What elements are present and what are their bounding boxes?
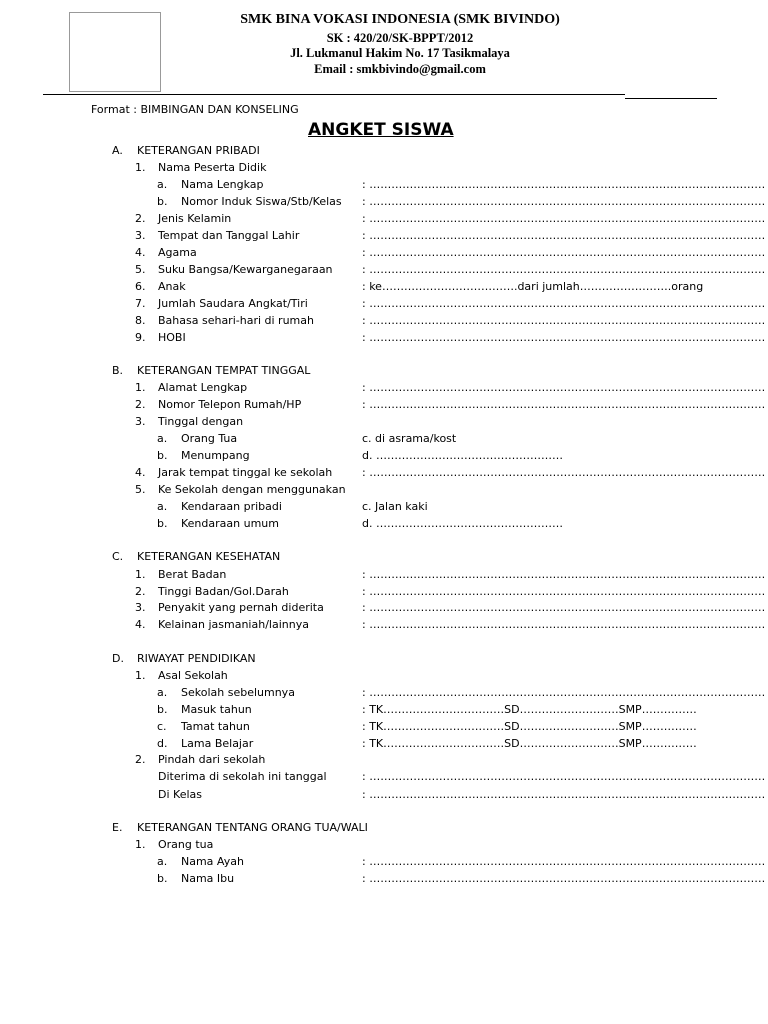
item-number: a. <box>157 178 168 191</box>
school-email: Email : smkbivindo@gmail.com <box>314 62 486 76</box>
section-letter: B. <box>112 364 124 377</box>
form-title: ANGKET SISWA <box>308 120 454 140</box>
item-number: 1. <box>135 838 146 851</box>
item-number: 2. <box>135 753 146 766</box>
section-letter: A. <box>112 144 123 157</box>
option-text[interactable]: c. di asrama/kost <box>362 432 457 445</box>
item-label: Tempat dan Tanggal Lahir <box>158 229 300 242</box>
item-number: 1. <box>135 161 146 174</box>
fill-in-field[interactable]: : ……………………………………………………………………………………………… <box>362 178 766 191</box>
item-number: 5. <box>135 263 146 276</box>
item-number: 1. <box>135 381 146 394</box>
fill-in-field[interactable]: : ……………………………………………………………………………………………… <box>362 195 766 208</box>
item-label: Penyakit yang pernah diderita <box>158 601 324 614</box>
item-label: Nomor Telepon Rumah/HP <box>158 398 302 411</box>
fill-in-field[interactable]: : ……………………………………………………………………………………………… <box>362 855 766 868</box>
fill-in-field[interactable]: : ……………………………………………………………………………………………… <box>362 314 766 327</box>
fill-in-field[interactable]: : ……………………………………………………………………………………………… <box>362 788 766 801</box>
item-label: Di Kelas <box>158 788 202 801</box>
item-number: 3. <box>135 229 146 242</box>
fill-in-field[interactable]: : ……………………………………………………………………………………………… <box>362 381 766 394</box>
item-number: b. <box>157 517 168 530</box>
item-label: Nama Ayah <box>181 855 244 868</box>
fill-in-field[interactable]: : ……………………………………………………………………………………………… <box>362 398 766 411</box>
item-label: Nomor Induk Siswa/Stb/Kelas <box>181 195 342 208</box>
item-label: Tamat tahun <box>181 720 250 733</box>
item-number: 7. <box>135 297 146 310</box>
fill-in-field[interactable]: : ……………………………………………………………………………………………… <box>362 466 766 479</box>
section-title: KETERANGAN TEMPAT TINGGAL <box>137 364 311 377</box>
fill-in-field[interactable]: : TK……………………………SD………………………SMP…………… <box>362 720 697 733</box>
school-logo-placeholder <box>69 12 161 92</box>
fill-in-field[interactable]: : ke……………………………….dari jumlah…………………….orang <box>362 280 704 293</box>
fill-in-field[interactable]: : ……………………………………………………………………………………………… <box>362 229 766 242</box>
decree-number: SK : 420/20/SK-BPPT/2012 <box>326 31 474 45</box>
item-label: Diterima di sekolah ini tanggal <box>158 770 327 783</box>
item-label: Kelainan jasmaniah/lainnya <box>158 618 309 631</box>
fill-in-field[interactable]: : ……………………………………………………………………………………………… <box>362 212 766 225</box>
fill-in-field[interactable]: : ……………………………………………………………………………………………… <box>362 246 766 259</box>
fill-in-field[interactable]: : ……………………………………………………………………………………………… <box>362 686 766 699</box>
item-label: Jarak tempat tinggal ke sekolah <box>158 466 333 479</box>
fill-in-field[interactable]: : ……………………………………………………………………………………………… <box>362 618 766 631</box>
item-number: b. <box>157 449 168 462</box>
item-number: 4. <box>135 466 146 479</box>
item-number: 8. <box>135 314 146 327</box>
item-number: a. <box>157 432 168 445</box>
fill-in-field[interactable]: : ……………………………………………………………………………………………… <box>362 585 766 598</box>
item-label: Ke Sekolah dengan menggunakan <box>158 483 346 496</box>
item-number: d. <box>157 737 168 750</box>
item-number: a. <box>157 686 168 699</box>
item-number: 9. <box>135 331 146 344</box>
item-label: Jumlah Saudara Angkat/Tiri <box>158 297 308 310</box>
item-label: Berat Badan <box>158 568 227 581</box>
item-number: a. <box>157 500 168 513</box>
fill-in-field[interactable]: : ……………………………………………………………………………………………… <box>362 601 766 614</box>
item-number: 5. <box>135 483 146 496</box>
format-label: Format : BIMBINGAN DAN KONSELING <box>91 103 299 116</box>
item-label: Sekolah sebelumnya <box>181 686 295 699</box>
item-number: 2. <box>135 585 146 598</box>
item-label: Nama Ibu <box>181 872 235 885</box>
fill-in-field[interactable]: : ……………………………………………………………………………………………… <box>362 331 766 344</box>
item-number: 6. <box>135 280 146 293</box>
item-number: 1. <box>135 568 146 581</box>
item-number: 4. <box>135 246 146 259</box>
item-label: Agama <box>158 246 197 259</box>
fill-in-field[interactable]: : TK……………………………SD………………………SMP…………… <box>362 703 697 716</box>
item-number: 3. <box>135 601 146 614</box>
fill-in-field[interactable]: : ……………………………………………………………………………………………… <box>362 770 766 783</box>
item-label: Masuk tahun <box>181 703 252 716</box>
fill-in-field[interactable]: d. …………………………………………… <box>362 449 563 462</box>
fill-in-field[interactable]: : TK……………………………SD………………………SMP…………… <box>362 737 697 750</box>
section-letter: D. <box>112 652 124 665</box>
section-title: KETERANGAN TENTANG ORANG TUA/WALI <box>137 821 368 834</box>
item-number: 2. <box>135 398 146 411</box>
section-letter: E. <box>112 821 123 834</box>
school-address: Jl. Lukmanul Hakim No. 17 Tasikmalaya <box>290 46 510 60</box>
item-number: 3. <box>135 415 146 428</box>
item-number: 2. <box>135 212 146 225</box>
item-label: Bahasa sehari-hari di rumah <box>158 314 314 327</box>
item-label: Lama Belajar <box>181 737 254 750</box>
item-number: b. <box>157 195 168 208</box>
option-text[interactable]: c. Jalan kaki <box>362 500 428 513</box>
item-label: Tinggi Badan/Gol.Darah <box>158 585 289 598</box>
item-label: Menumpang <box>181 449 250 462</box>
item-label: Alamat Lengkap <box>158 381 248 394</box>
item-label: Tinggal dengan <box>158 415 244 428</box>
fill-in-field[interactable]: : ……………………………………………………………………………………………… <box>362 297 766 310</box>
item-number: c. <box>157 720 167 733</box>
item-label: Kendaraan umum <box>181 517 279 530</box>
item-label: Orang Tua <box>181 432 238 445</box>
item-label: Jenis Kelamin <box>158 212 232 225</box>
item-label: Asal Sekolah <box>158 669 228 682</box>
item-number: b. <box>157 703 168 716</box>
section-title: KETERANGAN PRIBADI <box>137 144 260 157</box>
item-label: Nama Lengkap <box>181 178 264 191</box>
item-number: 4. <box>135 618 146 631</box>
section-letter: C. <box>112 550 124 563</box>
fill-in-field[interactable]: : ……………………………………………………………………………………………… <box>362 263 766 276</box>
header-divider-right <box>625 98 717 99</box>
section-title: KETERANGAN KESEHATAN <box>137 550 281 563</box>
item-label: Anak <box>158 280 186 293</box>
item-label: Pindah dari sekolah <box>158 753 266 766</box>
item-number: 1. <box>135 669 146 682</box>
fill-in-field[interactable]: : ……………………………………………………………………………………………… <box>362 568 766 581</box>
item-label: Suku Bangsa/Kewarganegaraan <box>158 263 333 276</box>
header-divider <box>43 94 625 95</box>
school-name: SMK BINA VOKASI INDONESIA (SMK BIVINDO) <box>240 12 560 27</box>
item-label: Nama Peserta Didik <box>158 161 267 174</box>
item-number: b. <box>157 872 168 885</box>
fill-in-field[interactable]: d. …………………………………………… <box>362 517 563 530</box>
item-label: Orang tua <box>158 838 214 851</box>
fill-in-field[interactable]: : ……………………………………………………………………………………………… <box>362 872 766 885</box>
item-label: Kendaraan pribadi <box>181 500 282 513</box>
item-number: a. <box>157 855 168 868</box>
section-title: RIWAYAT PENDIDIKAN <box>137 652 256 665</box>
item-label: HOBI <box>158 331 186 344</box>
